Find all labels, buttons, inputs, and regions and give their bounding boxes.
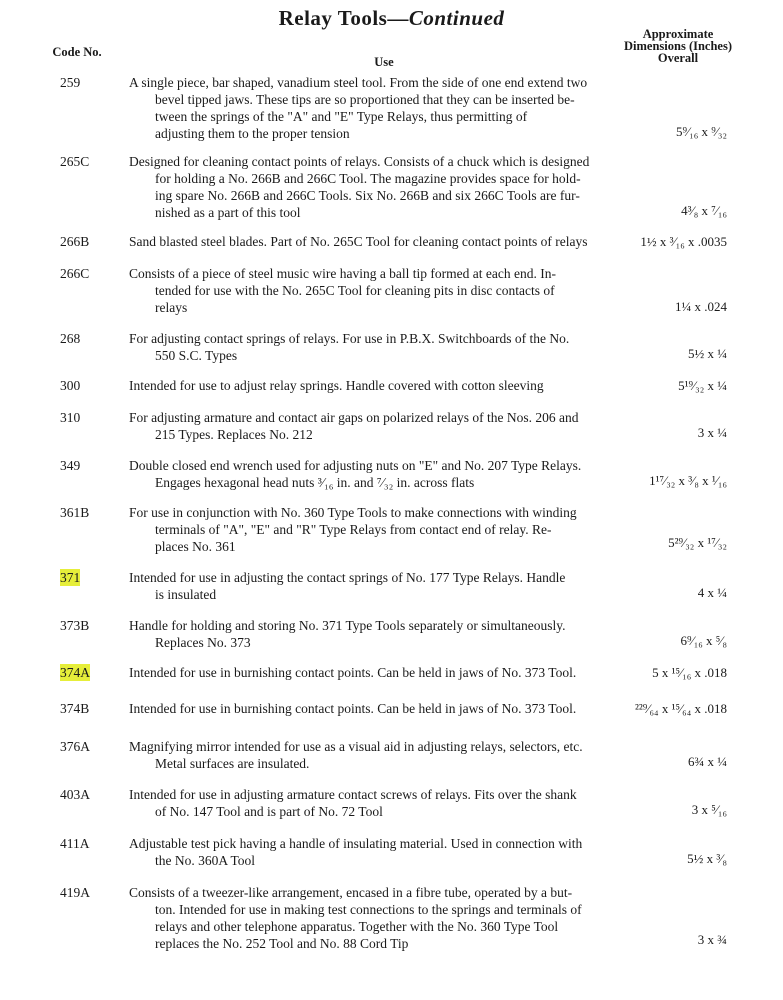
description-line: for holding a No. 266B and 266C Tool. The magazine provides space for hold- <box>155 171 581 186</box>
code-number: 403A <box>60 787 90 802</box>
use-description <box>129 377 615 394</box>
description-line: Replaces No. 373 <box>155 635 251 650</box>
use-description <box>129 265 615 316</box>
column-header-dimensions: Approximate Dimensions (Inches) Overall <box>624 27 732 65</box>
description-line: relays and other telephone apparatus. Together with the No. 360 Type Tool <box>155 919 559 934</box>
code-number: 411A <box>60 836 90 851</box>
use-description <box>129 330 615 364</box>
use-description <box>129 700 615 717</box>
use-description <box>129 233 615 250</box>
code-number: 374A <box>60 665 90 680</box>
code-number: 259 <box>60 75 81 90</box>
use-description <box>129 786 615 820</box>
use-description <box>129 738 615 772</box>
dimensions-value: 4 x ¼ <box>697 585 727 600</box>
use-description <box>129 74 615 142</box>
code-number: 268 <box>60 331 81 346</box>
code-number: 371 <box>60 570 81 585</box>
dimensions-value: 3 x ¾ <box>697 932 727 947</box>
code-number: 361B <box>60 505 90 520</box>
use-description <box>129 153 615 221</box>
description-line: Intended for use to adjust relay springs. Handle covered with cotton sleeving <box>129 378 544 393</box>
description-line: tended for use with the No. 265C Tool for cleaning pits in disc contacts of <box>155 283 555 298</box>
description-line: of No. 147 Tool and is part of No. 72 Tool <box>155 804 383 819</box>
description-line: relays <box>155 300 188 315</box>
dimensions-value: 6⁹⁄₁₆ x ⁵⁄₈ <box>680 633 727 648</box>
use-description <box>129 409 615 443</box>
description-line: is insulated <box>155 587 217 602</box>
column-header-code: Code No. <box>52 45 102 59</box>
use-description <box>129 664 615 681</box>
description-line: Intended for use in adjusting the contact springs of No. 177 Type Relays. Handle <box>129 570 566 585</box>
use-description <box>129 457 615 491</box>
description-line: For use in conjunction with No. 360 Type Tools to make connections with winding <box>129 505 577 520</box>
description-line: Double closed end wrench used for adjusting nuts on "E" and No. 207 Type Relays. <box>129 458 582 473</box>
description-line: Sand blasted steel blades. Part of No. 265C Tool for cleaning contact points of relays <box>129 234 588 249</box>
description-line: tween the springs of the "A" and "E" Type Relays, thus permitting of <box>155 109 528 124</box>
description-line: 550 S.C. Types <box>155 348 238 363</box>
code-number: 376A <box>60 739 90 754</box>
dimensions-value: 1¹⁷⁄₃₂ x ³⁄₈ x ¹⁄₁₆ <box>649 473 727 488</box>
dimensions-value: 3 x ¼ <box>697 425 727 440</box>
description-line: replaces the No. 252 Tool and No. 88 Cord Tip <box>155 936 409 951</box>
dimensions-value: 3 x ⁵⁄₁₆ <box>691 802 727 817</box>
description-line: For adjusting armature and contact air gaps on polarized relays of the Nos. 206 and <box>129 410 579 425</box>
description-line: ton. Intended for use in making test connections to the springs and terminals of <box>155 902 582 917</box>
description-line: bevel tipped jaws. These tips are so proportioned that they can be inserted be- <box>155 92 575 107</box>
use-description <box>129 835 615 869</box>
description-line: ing spare No. 266B and 266C Tools. Six No. 266B and six 266C Tools are fur- <box>155 188 580 203</box>
description-line: Intended for use in burnishing contact points. Can be held in jaws of No. 373 Tool. <box>129 665 577 680</box>
code-number: 300 <box>60 378 81 393</box>
description-line: Intended for use in burnishing contact points. Can be held in jaws of No. 373 Tool. <box>129 701 577 716</box>
code-number: 419A <box>60 885 90 900</box>
code-number: 373B <box>60 618 90 633</box>
dimensions-value: 1½ x ³⁄₁₆ x .0035 <box>640 234 727 249</box>
description-line: adjusting them to the proper tension <box>155 126 350 141</box>
code-number: 265C <box>60 154 90 169</box>
column-header-use: Use <box>374 55 394 69</box>
use-description <box>129 504 615 555</box>
dimensions-value: 6¾ x ¼ <box>688 754 727 769</box>
title-main: Relay Tools— <box>278 6 409 30</box>
use-description <box>129 617 615 651</box>
code-number: 374B <box>60 701 90 716</box>
dimensions-value: 5²⁹⁄₃₂ x ¹⁷⁄₃₂ <box>668 535 727 550</box>
dimensions-value: 5⁹⁄₁₆ x ⁹⁄₃₂ <box>675 124 727 139</box>
dimensions-value: 5¹⁹⁄₃₂ x ¼ <box>678 378 727 393</box>
title-continued: Continued <box>408 6 505 30</box>
description-line: Adjustable test pick having a handle of insulating material. Used in connection with <box>129 836 583 851</box>
description-line: Metal surfaces are insulated. <box>155 756 310 771</box>
description-line: For adjusting contact springs of relays. For use in P.B.X. Switchboards of the No. <box>129 331 570 346</box>
description-line: nished as a part of this tool <box>155 205 301 220</box>
code-number: 266B <box>60 234 90 249</box>
dimensions-value: 5½ x ¼ <box>688 346 727 361</box>
description-line: Engages hexagonal head nuts ³⁄₁₆ in. and ⁷⁄₃₂ in. across flats <box>155 475 475 490</box>
code-number: 349 <box>60 458 81 473</box>
description-line: Intended for use in adjusting armature contact screws of relays. Fits over the shank <box>129 787 577 802</box>
description-line: A single piece, bar shaped, vanadium steel tool. From the side of one end extend two <box>129 75 588 90</box>
description-line: Magnifying mirror intended for use as a visual aid in adjusting relays, selectors, etc. <box>129 739 583 754</box>
description-line: 215 Types. Replaces No. 212 <box>155 427 313 442</box>
description-line: Designed for cleaning contact points of relays. Consists of a chuck which is designed <box>129 154 590 169</box>
description-line: Handle for holding and storing No. 371 Type Tools separately or simultaneously. <box>129 618 566 633</box>
dimensions-value: 5 x ¹⁵⁄₁₆ x .018 <box>652 665 727 680</box>
code-number: 266C <box>60 266 90 281</box>
description-line: Consists of a tweezer-like arrangement, encased in a fibre tube, operated by a but- <box>129 885 573 900</box>
code-number: 310 <box>60 410 81 425</box>
description-line: places No. 361 <box>155 539 236 554</box>
description-line: terminals of "A", "E" and "R" Type Relays from contact end of relay. Re- <box>155 522 552 537</box>
dimensions-value: ²²⁹⁄₆₄ x ¹⁵⁄₆₄ x .018 <box>635 701 727 716</box>
description-line: Consists of a piece of steel music wire having a ball tip formed at each end. In- <box>129 266 556 281</box>
dimensions-value: 4³⁄₈ x ⁷⁄₁₆ <box>681 203 727 218</box>
dimensions-value: 1¼ x .024 <box>675 299 727 314</box>
dimensions-value: 5½ x ³⁄₈ <box>687 851 727 866</box>
description-line: the No. 360A Tool <box>155 853 256 868</box>
use-description <box>129 884 615 952</box>
use-description <box>129 569 615 603</box>
